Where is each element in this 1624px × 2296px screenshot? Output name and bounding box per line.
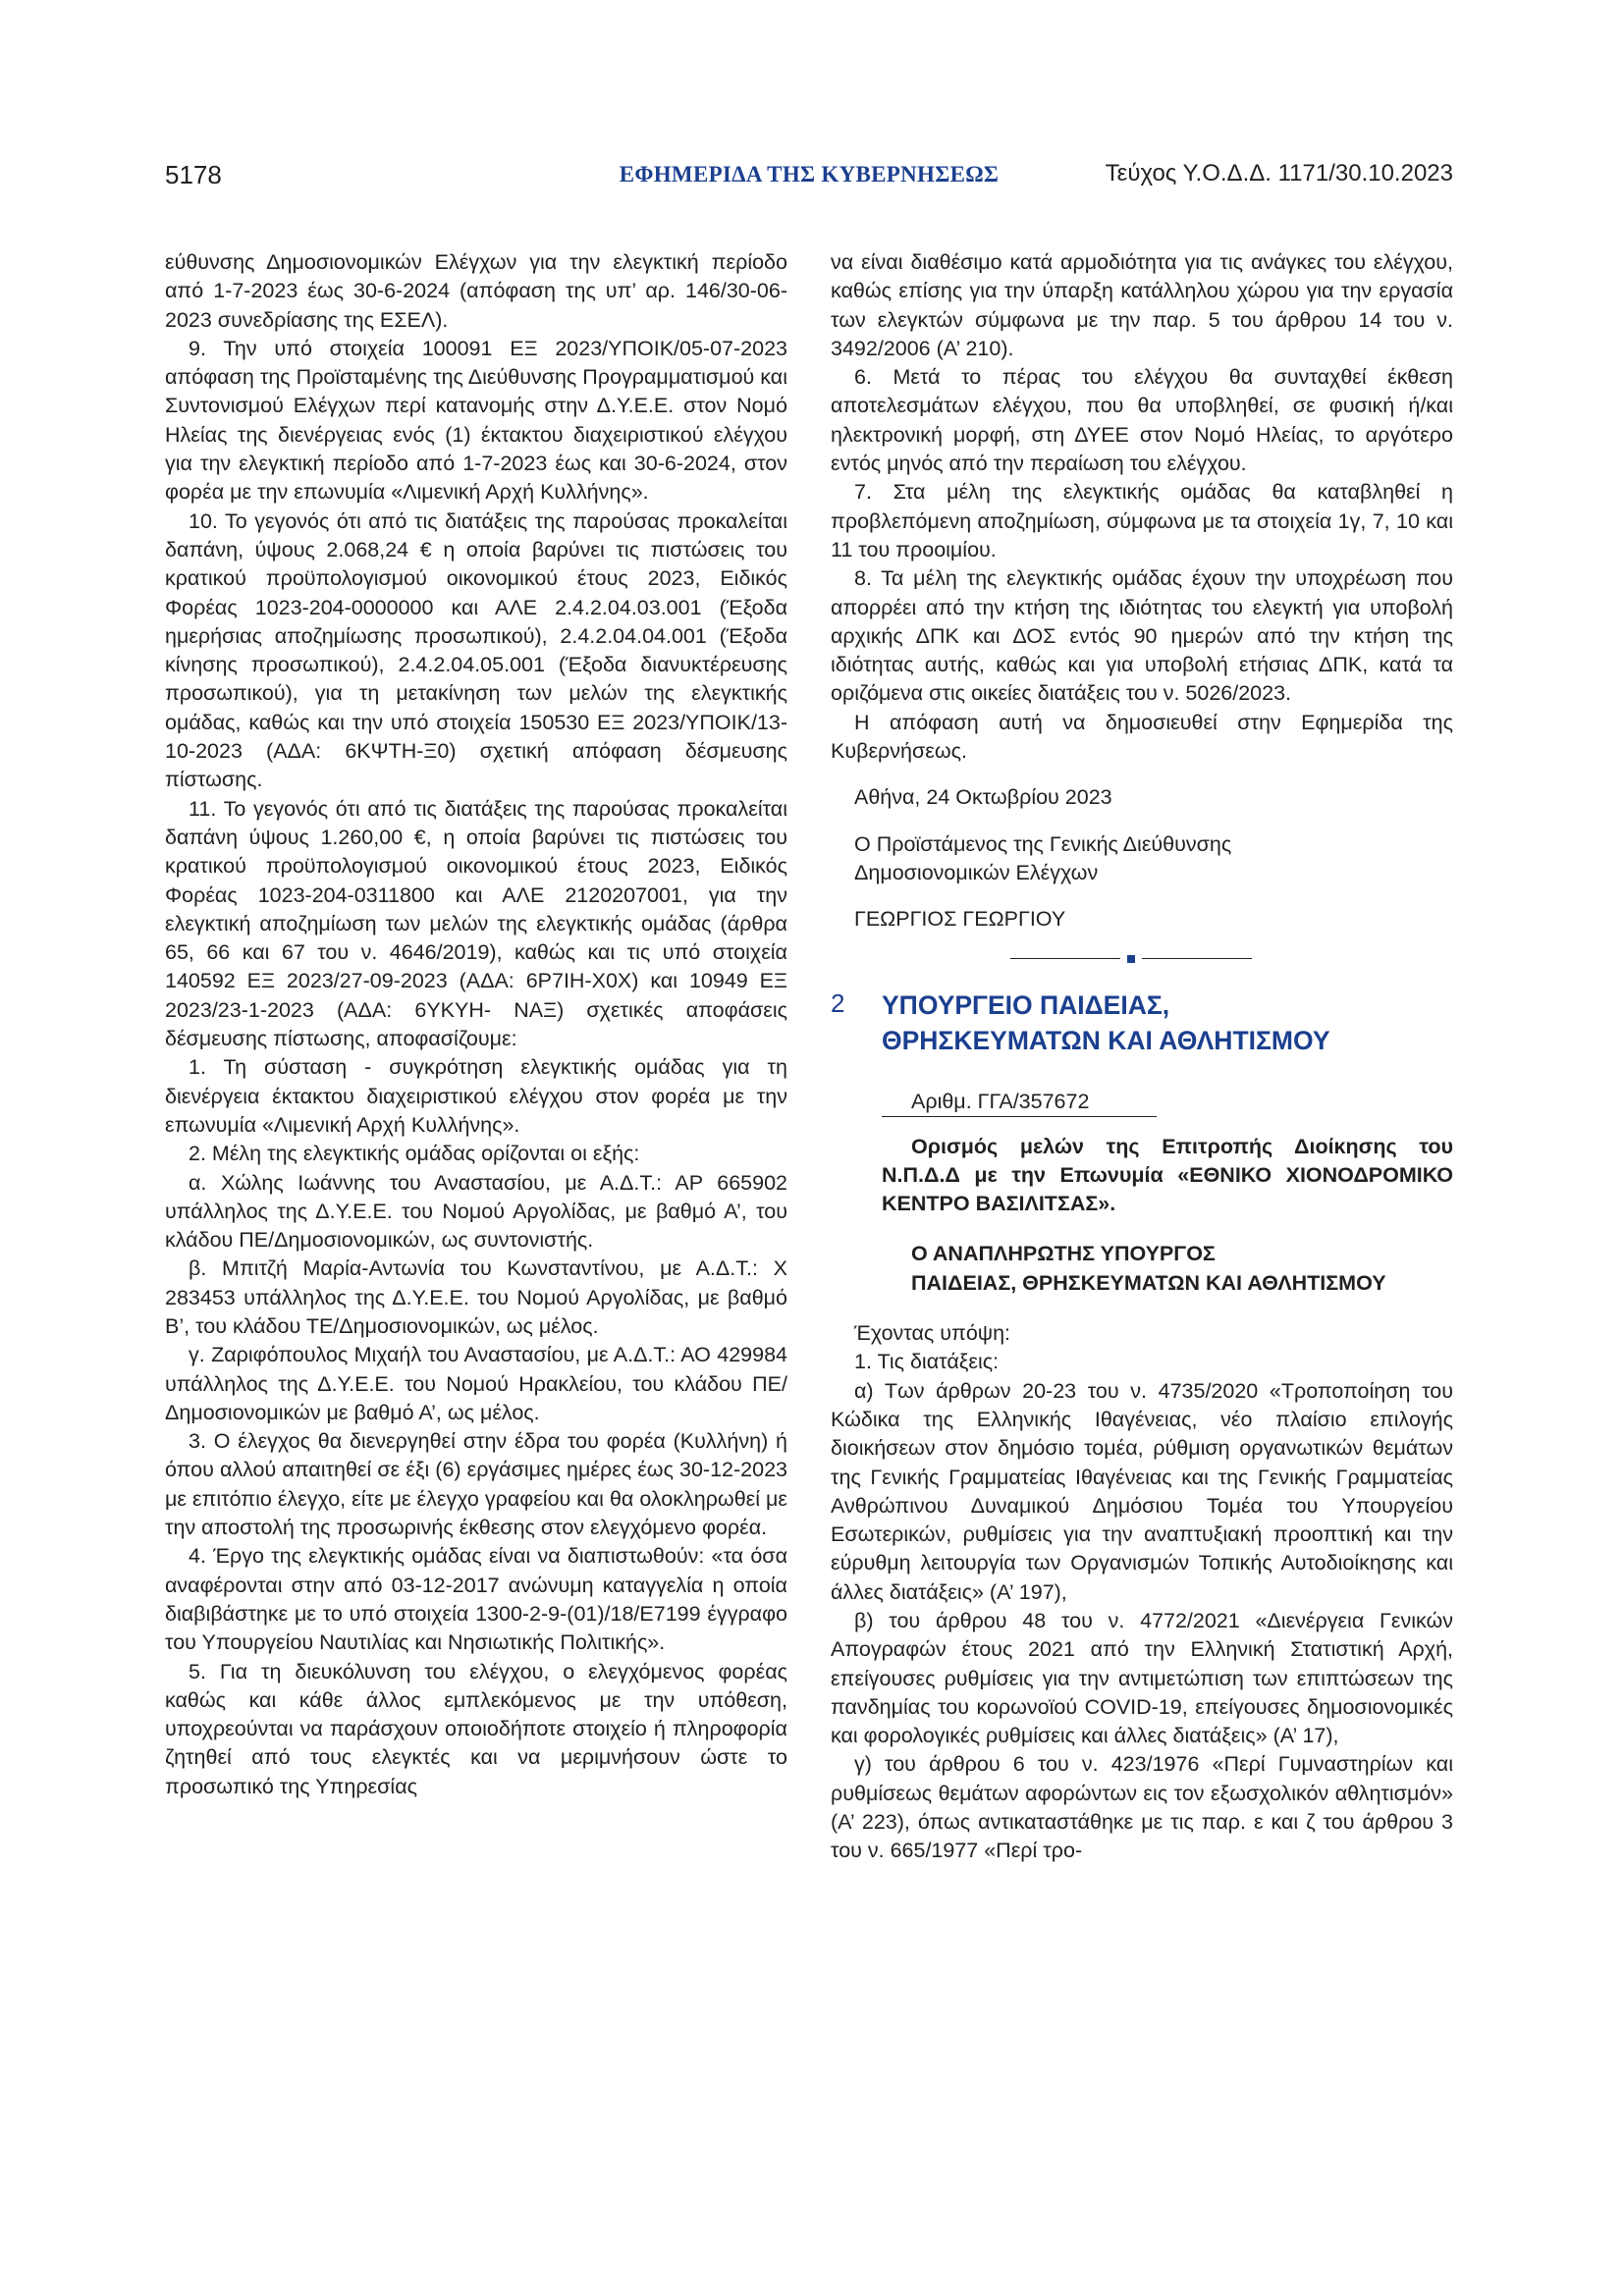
paragraph: β. Μπιτζή Μαρία-Αντωνία του Κωνσταντίνου, με Α.Δ.Τ.: Χ 283453 υπάλληλος της Δ.Υ.Ε.Ε. του Νομού Αργολίδας, με βαθμό Β’, του κλάδου ΤΕ/Δημοσιονομικών, ως μέλος. bbox=[165, 1256, 787, 1338]
signature-role: Ο Προϊστάμενος της Γενικής Διεύθυνσης bbox=[854, 831, 1232, 856]
paragraph: 1. Τις διατάξεις: bbox=[854, 1350, 1000, 1374]
section-separator bbox=[831, 934, 1453, 980]
paragraph: 5. Για τη διευκόλυνση του ελέγχου, ο ελεγχόμενος φορέας καθώς και κάθε άλλος εμπλεκόμενος με την υπόθεση, υποχρεούνται να παράσχουν οποιοδήποτε στοιχείο ή πληροφορία ζητηθεί από τους ελεγκτές και να μεριμνήσουν ώστε το προσωπικό της Υπηρεσίας bbox=[165, 1659, 787, 1798]
issuing-authority bbox=[882, 1240, 1453, 1298]
paragraph: εύθυνσης Δημοσιονομικών Ελέγχων για την ελεγκτική περίοδο από 1-7-2023 έως 30-6-2024 (απόφαση της υπ’ αρ. 146/30-06-2023 συνεδρίασης της ΕΣΕΛ). bbox=[165, 250, 787, 332]
gazette-title: ΕΦΗΜΕΡΙΔΑ ΤΗΣ ΚΥΒΕΡΝΗΣΕΩΣ bbox=[619, 162, 1000, 187]
paragraph: να είναι διαθέσιμο κατά αρμοδιότητα για τις ανάγκες του ελέγχου, καθώς επίσης για την ύπαρξη κατάλληλου χώρου για την εργασία των ελεγκτών σύμφωνα με την παρ. 5 του άρθρου 14 του ν. 3492/2006 (Α’ 210). bbox=[831, 250, 1453, 360]
paragraph: 6. Μετά το πέρας του ελέγχου θα συνταχθεί έκθεση αποτελεσμάτων ελέγχου, που θα υποβληθεί, σε φυσική ή/και ηλεκτρονική μορφή, στη ΔΥΕΕ στον Νομό Ηλείας, το αργότερο εντός μηνός από την περαίωση του ελέγχου. bbox=[831, 365, 1453, 476]
right-column bbox=[831, 248, 1453, 1866]
decision-subject: Ορισμός μελών της Επιτροπής Διοίκησης του Ν.Π.Δ.Δ με την Επωνυμία «ΕΘΝΙΚΟ ΧΙΟΝΟΔΡΟΜΙΚΟ ΚΕΝΤΡΟ ΒΑΣΙΛΙΤΣΑΣ». bbox=[882, 1134, 1453, 1216]
separator-square-icon bbox=[1127, 955, 1135, 963]
left-column bbox=[165, 248, 787, 1801]
page-header bbox=[165, 160, 1453, 193]
issue-reference: Τεύχος Υ.Ο.Δ.Δ. 1171/30.10.2023 bbox=[1105, 160, 1453, 187]
paragraph: α) Των άρθρων 20-23 του ν. 4735/2020 «Τροποποίηση του Κώδικα της Ελληνικής Ιθαγένειας, νέο πλαίσιο επιλογής διοικήσεων στον δημόσιο τομέα, ρύθμιση οργανωτικών θεμάτων της Γενικής Γραμματείας Ιθαγένειας και της Γενικής Γραμματείας Ανθρώπινου Δυναμικού Δημόσιου Τομέα του Υπουργείου Εσωτερικών, ρυθμίσεις για την αναπτυξιακή προοπτική και την εύρυθμη λειτουργία των Οργανισμών Τοπικής Αυτοδιοίκησης και άλλες διατάξεις» (Α’ 197), bbox=[831, 1378, 1453, 1604]
paragraph: 9. Την υπό στοιχεία 100091 ΕΞ 2023/ΥΠΟΙΚ/05-07-2023 απόφαση της Προϊσταμένης της Διεύθυνσης Προγραμματισμού και Συντονισμού Ελέγχων περί κατανομής στην Δ.Υ.Ε.Ε. στον Νομό Ηλείας της διενέργειας ενός (1) έκτακτου διαχειριστικού ελέγχου για την ελεγκτική περίοδο από 1-7-2023 έως και 30-6-2024, στον φορέα με την επωνυμία «Λιμενική Αρχή Κυλλήνης». bbox=[165, 336, 787, 505]
signature-block bbox=[831, 783, 1453, 934]
paragraph: 4. Έργο της ελεγκτικής ομάδας είναι να διαπιστωθούν: «τα όσα αναφέρονται στην από 03-12-2017 ανώνυμη καταγγελία η οποία διαβιβάστηκε με το υπό στοιχεία 1300-2-9-(01)/18/Ε7199 έγγραφο του Υπουργείου Ναυτιλίας και Νησιωτικής Πολιτικής». bbox=[165, 1544, 787, 1655]
authority-line: ΠΑΙΔΕΙΑΣ, ΘΡΗΣΚΕΥΜΑΤΩΝ ΚΑΙ ΑΘΛΗΤΙΣΜΟΥ bbox=[911, 1270, 1386, 1295]
signatory-name: ΓΕΩΡΓΙΟΣ ΓΕΩΡΓΙΟΥ bbox=[854, 907, 1066, 932]
section-number: 2 bbox=[831, 988, 845, 1018]
paragraph: 10. Το γεγονός ότι από τις διατάξεις της παρούσας προκαλείται δαπάνη, ύψους 2.068,24 € η οποία βαρύνει τις πιστώσεις του κρατικού προϋπολογισμού οικονομικού έτους 2023, Ειδικός Φορέας 1023-204-0000000 και ΑΛΕ 2.4.2.04.03.001 (Έξοδα ημερήσιας αποζημίωσης προσωπικού), 2.4.2.04.04.001 (Έξοδα κίνησης προσωπικού), 2.4.2.04.05.001 (Έξοδα διανυκτέρευσης προσωπικού), για τη μετακίνηση των μελών της ελεγκτικής ομάδας, καθώς και την υπό στοιχεία 150530 ΕΞ 2023/ΥΠΟΙΚ/13-10-2023 (ΑΔΑ: 6ΚΨΤΗ-Ξ0) σχετική απόφαση δέσμευσης πίστωσης. bbox=[165, 508, 787, 792]
paragraph: γ. Ζαριφόπουλος Μιχαήλ του Αναστασίου, με Α.Δ.Τ.: ΑΟ 429984 υπάλληλος της Δ.Υ.Ε.Ε. του Νομού Ηρακλείου, του κλάδου ΠΕ/Δημοσιονομικών με βαθμό Α’, ως μέλος. bbox=[165, 1343, 787, 1424]
paragraph: 7. Στα μέλη της ελεγκτικής ομάδας θα καταβληθεί η προβλεπόμενη αποζημίωση, σύμφωνα με τα στοιχεία 1γ, 7, 10 και 11 του προοιμίου. bbox=[831, 480, 1453, 561]
paragraph: α. Χώλης Ιωάννης του Αναστασίου, με Α.Δ.Τ.: ΑΡ 665902 υπάλληλος της Δ.Υ.Ε.Ε. του Νομού Αργολίδας, με βαθμό Α’, του κλάδου ΠΕ/Δημοσιονομικών, ως συντονιστής. bbox=[165, 1170, 787, 1253]
separator-line bbox=[1142, 958, 1252, 960]
signature-place-date: Αθήνα, 24 Οκτωβρίου 2023 bbox=[854, 785, 1112, 810]
paragraph: 11. Το γεγονός ότι από τις διατάξεις της παρούσας προκαλείται δαπάνη ύψους 1.260,00 €, η οποία βαρύνει τις πιστώσεις του κρατικού προϋπολογισμού οικονομικού έτους 2023, Ειδικός Φορέας 1023-204-0311800 και ΑΛΕ 2120207001, για την ελεγκτική αποζημίωση των μελών της ελεγκτικής ομάδας (άρθρα 65, 66 και 67 του ν. 4646/2019), καθώς και τις υπό στοιχεία 140592 ΕΞ 2023/27-09-2023 (ΑΔΑ: 6Ρ7ΙΗ-Χ0Χ) και 10949 ΕΞ 2023/23-1-2023 (ΑΔΑ: 6ΥΚΥΗ- ΝΑΞ) σχετικές αποφάσεις δέσμευσης πίστωσης, αποφασίζουμε: bbox=[165, 796, 787, 1051]
page-number: 5178 bbox=[165, 160, 222, 189]
paragraph: 3. Ο έλεγχος θα διενεργηθεί στην έδρα του φορέα (Κυλλήνη) ή όπου αλλού απαιτηθεί σε έξι (6) εργάσιμες ημέρες έως 30-12-2023 με επιτόπιο έλεγχο, είτε με έλεγχο γραφείου και θα ολοκληρωθεί με την αποστολή της προσωρινής έκθεσης στον ελεγχόμενο φορέα. bbox=[165, 1429, 787, 1540]
paragraph: 1. Τη σύσταση - συγκρότηση ελεγκτικής ομάδας για τη διενέργεια έκτακτου διαχειριστικού ελέγχου στον φορέα με την επωνυμία «Λιμενική Αρχή Κυλλήνης». bbox=[165, 1055, 787, 1137]
authority-line: Ο ΑΝΑΠΛΗΡΩΤΗΣ ΥΠΟΥΡΓΟΣ bbox=[911, 1242, 1216, 1266]
section-title-line: ΘΡΗΣΚΕΥΜΑΤΩΝ ΚΑΙ ΑΘΛΗΤΙΣΜΟΥ bbox=[882, 1025, 1330, 1055]
paragraph: Έχοντας υπόψη: bbox=[854, 1321, 1011, 1346]
separator-line bbox=[1010, 958, 1120, 960]
section-heading bbox=[831, 988, 1453, 1070]
section-title bbox=[882, 988, 1330, 1058]
paragraph: 2. Μέλη της ελεγκτικής ομάδας ορίζονται οι εξής: bbox=[189, 1142, 640, 1166]
paragraph: γ) του άρθρου 6 του ν. 423/1976 «Περί Γυμναστηρίων και ρυθμίσεως θεμάτων αφορώντων εις τον εξωσχολικόν αθλητισμόν» (Α’ 223), όπως αντικαταστάθηκε με τις παρ. ε και ζ του άρθρου 3 του ν. 665/1977 «Περί τρο- bbox=[831, 1752, 1453, 1863]
paragraph: β) του άρθρου 48 του ν. 4772/2021 «Διενέργεια Γενικών Απογραφών έτους 2021 από την Ελληνική Στατιστική Αρχή, επείγουσες ρυθμίσεις για την αντιμετώπιση των επιπτώσεων της πανδημίας του κορωνοϊού COVID-19, επείγουσες δημοσιονομικές και φορολογικές ρυθμίσεις και άλλες διατάξεις» (Α’ 17), bbox=[831, 1608, 1453, 1748]
decision-reference: Αριθμ. ΓΓΑ/357672 bbox=[882, 1088, 1157, 1117]
paragraph: 8. Τα μέλη της ελεγκτικής ομάδας έχουν την υποχρέωση που απορρέει από την κτήση της ιδιότητας του ελεγκτή για υποβολή αρχικής ΔΠΚ και ΔΟΣ εντός 90 ημερών από την κτήση της ιδιότητας αυτής, καθώς και για υποβολή ετήσιας ΔΠΚ, κατά τα οριζόμενα στις οικείες διατάξεις του ν. 5026/2023. bbox=[831, 566, 1453, 706]
paragraph: Η απόφαση αυτή να δημοσιευθεί στην Εφημερίδα της Κυβερνήσεως. bbox=[831, 710, 1453, 764]
section-title-line: ΥΠΟΥΡΓΕΙΟ ΠΑΙΔΕΙΑΣ, bbox=[882, 989, 1170, 1020]
decision-body bbox=[831, 1319, 1453, 1866]
signature-role: Δημοσιονομικών Ελέγχων bbox=[854, 860, 1099, 884]
